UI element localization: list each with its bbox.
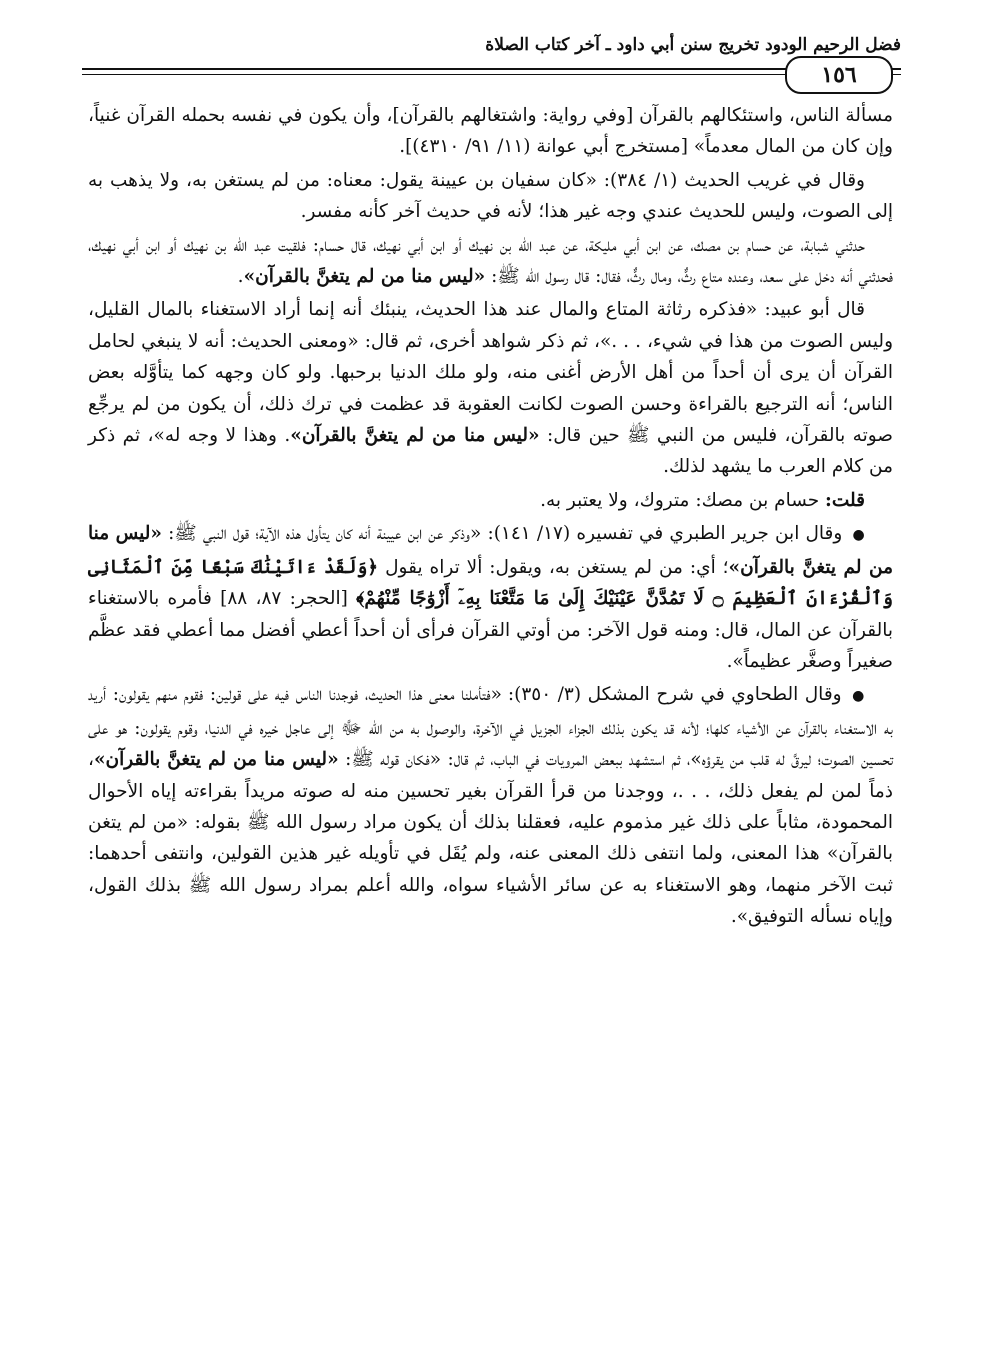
- note-label: قلت:: [825, 489, 865, 511]
- bullet-icon: ●: [852, 688, 865, 705]
- bullet-icon: ●: [852, 527, 865, 544]
- paragraph-4-end: . وهذا لا وجه له»، ثم ذكر من كلام العرب ما يشهد لذلك.: [88, 425, 893, 478]
- paragraph-6-end: [الحجر: ٨٧، ٨٨] فأمره بالاستغناء بالقرآن عن المال، قال: ومنه قول الآخر: من أوتي القرآن فرأى أن أحداً أعطي أفضل مما أعطي فقد عظَّم صغيراً وصغَّر عظيماً».: [88, 588, 893, 672]
- note-text: حسام بن مصك: متروك، ولا يعتبر به.: [540, 489, 826, 511]
- paragraph-5: [88, 485, 893, 516]
- page-number: ١٥٦: [821, 62, 857, 88]
- hadith-quote: «ليس منا من لم يتغنَّ بالقرآن»: [290, 425, 540, 447]
- header-rule-thin: [82, 74, 901, 75]
- hadith-quote: «ليس منا من لم يتغنَّ بالقرآن»: [93, 749, 339, 771]
- paragraph-6-text: وقال ابن جرير الطبري في تفسيره (١٧/ ١٤١): «وذكر عن ابن عيينة أنه كان يتأول هذه الآية؛ قول النبي ﷺ:: [161, 523, 849, 545]
- running-title: فضل الرحيم الودود تخريج سنن أبي داود ـ آخر كتاب الصلاة: [485, 35, 901, 55]
- paragraph-2: وقال في غريب الحديث (١/ ٣٨٤): «كان سفيان بن عيينة يقول: معناه: من لم يستغن به، ولا يذهب به إلى الصوت، وليس للحديث عندي وجه غير هذا؛ لأنه في حديث آخر كأنه مفسر.: [88, 169, 893, 223]
- quran-verse: ﴿وَلَقَدْ ءَاتَيْنَٰكَ سَبْعًا مِّنَ ٱلْمَثَانِى وَٱلْقُرْءَانَ ٱلْعَظِيمَ ۝ لَا تَمُدَّنَّ عَيْنَيْكَ إِلَىٰ مَا مَتَّعْنَا بِهِۦٓ أَزْوَٰجًا مِّنْهُمْ﴾: [88, 556, 894, 610]
- paragraph-3-text: حدثني شبابة، عن حسام بن مصك، عن ابن أبي مليكة، عن عبد الله بن نهيك أو ابن أبي نهيك، قال حسام: فلقيت عبد الله بن نهيك أو ابن أبي نهيك، فحدثني أنه دخل على سعد، وعنده متاع رثٌّ، ومال رثٌّ، فقال: قال رسول الله ﷺ:: [88, 234, 893, 288]
- paragraph-6-mid: ؛ أي: من لم يستغن به، ويقول: ألا تراه يقول: [378, 556, 729, 578]
- paragraph-4-text: قال أبو عبيد: «فذكره رثاثة المتاع والمال عند هذا الحديث، ينبئك أنه إنما أراد الاستغناء بالمال القليل، وليس الصوت من هذا في شيء، . . .»، ثم ذكر شواهد أخرى، ثم قال: «ومعنى الحديث: أنه لا ينبغي لحامل القرآن أن يرى أن أحداً من أهل الأرض أغنى منه، ولو ملك الدنيا برحبها. ولو كان وجهه كما يتأوَّله بعض الناس؛ أنه الترجيع بالقراءة وحسن الصوت لكانت العقوبة قد عظمت في ترك ذلك، أن يكون من لم يرجِّع صوته بالقرآن، فليس من النبي ﷺ حين قال:: [88, 299, 893, 447]
- paragraph-1: مسألة الناس، واستئكالهم بالقرآن [وفي رواية: واشتغالهم بالقرآن]، وأن يكون في نفسه بحمله القرآن غنياً، وإن كان من المال معدماً» [مستخرج أبي عوانة (١١/ ٩١/ ٤٣١٠)].: [88, 105, 893, 158]
- paragraph-7: [88, 679, 893, 932]
- hadith-quote: «ليس منا من لم يتغنَّ بالقرآن»: [243, 266, 486, 288]
- paragraph-3-end: .: [237, 266, 244, 288]
- paragraph-7-text: وقال الطحاوي في شرح المشكل (٣/ ٣٥٠): «فتأملنا معنى هذا الحديث، فوجدنا الناس فيه على قولين: فقوم منهم يقولون: أريد به الاستغناء بالقرآن عن الأشياء كلها؛ لأنه قد يكون بذلك الجزاء الجزيل في الآخرة، والوصول به من الله ﷻ إلى عاجل خيره في الدنيا، وقوم يقولون: هو على تحسين الصوت؛ ليرقَّ له قلب من يقرؤه»، ثم استشهد ببعض المرويات في الباب، ثم قال: «فكان قوله ﷺ:: [88, 684, 894, 771]
- page-number-badge: [785, 56, 893, 94]
- page-header: [82, 22, 901, 92]
- header-rule: [82, 68, 901, 70]
- hadith-quote: «ليس منا من لم يتغنَّ بالقرآن»: [88, 523, 893, 578]
- page-body: [88, 100, 893, 1327]
- paragraph-7-end: ، ذماً لمن لم يفعل ذلك، . . .، ووجدنا من قرأ القرآن بغير تحسين منه له صوته مريداً بقراءته إياه الأحوال المحمودة، مثاباً على ذلك غير مذموم عليه، فعقلنا بذلك أن يكون مراد رسول الله ﷺ بقوله: «من لم يتغن بالقرآن» هذا المعنى، ولما انتفى ذلك المعنى عنه، ولم يُقَل في تأويله غير هذين القولين، وانتفى أحدهما: ثبت الآخر منهما، وهو الاستغناء به عن سائر الأشياء سواه، والله أعلم بمراد رسول الله ﷺ بذلك القول، وإياه نسأله التوفيق».: [88, 749, 893, 928]
- paragraph-6: [88, 518, 893, 677]
- paragraph-3: [88, 230, 893, 293]
- paragraph-4: [88, 294, 893, 482]
